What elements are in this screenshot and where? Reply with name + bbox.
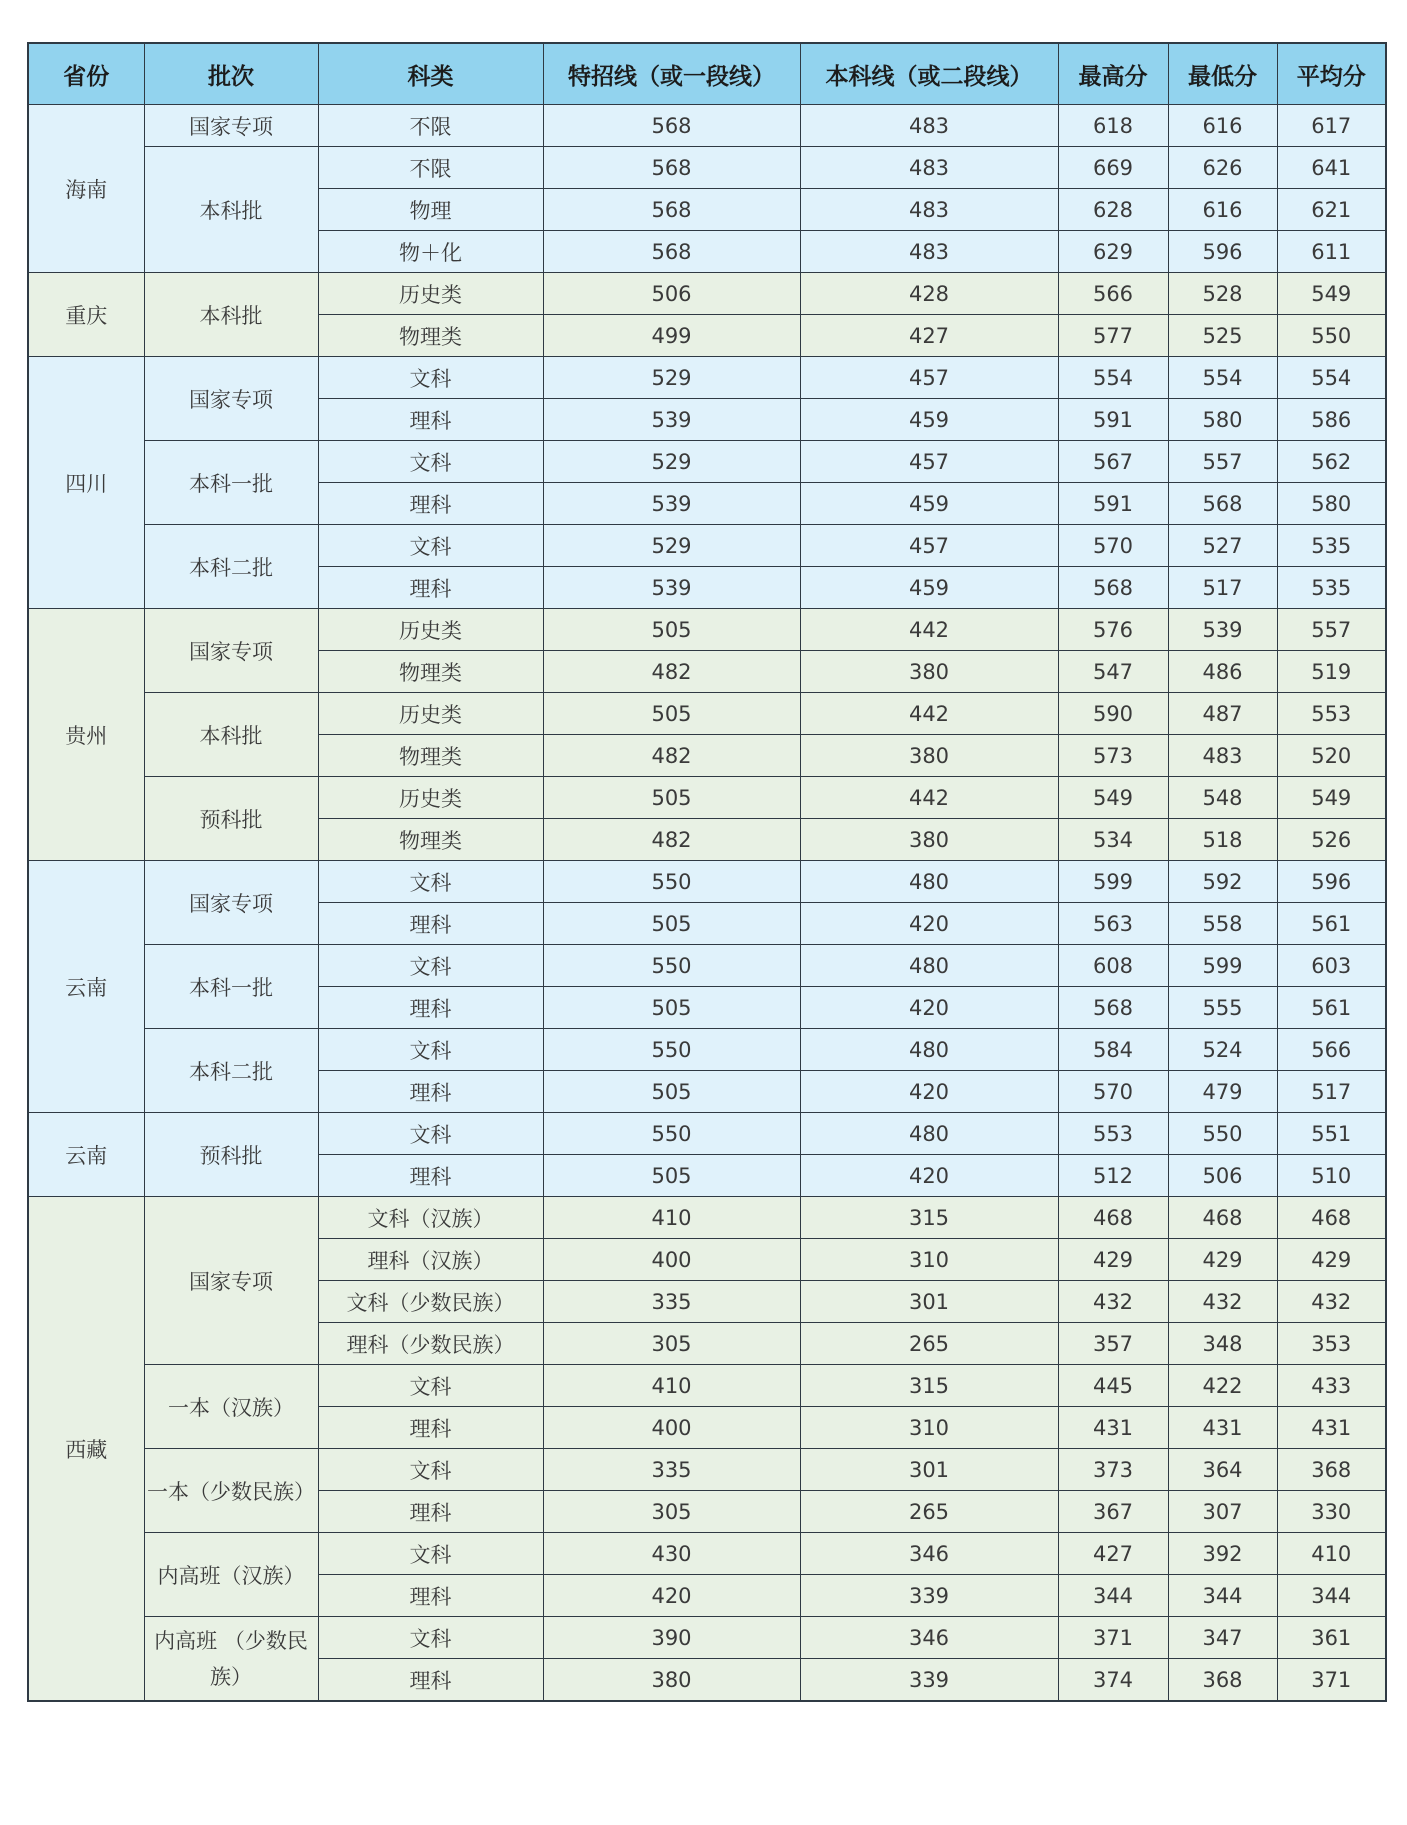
undergrad-line-cell: 346 [800, 1617, 1058, 1659]
special-line-cell: 568 [543, 189, 800, 231]
special-line-cell: 505 [543, 903, 800, 945]
batch-cell: 本科批 [144, 693, 318, 777]
max-score-cell: 553 [1058, 1113, 1168, 1155]
max-score-cell: 568 [1058, 567, 1168, 609]
special-line-cell: 505 [543, 777, 800, 819]
max-score-cell: 577 [1058, 315, 1168, 357]
min-score-cell: 528 [1168, 273, 1277, 315]
category-cell: 文科 [318, 1449, 543, 1491]
category-cell: 理科 [318, 399, 543, 441]
avg-score-cell: 432 [1277, 1281, 1386, 1323]
max-score-cell: 576 [1058, 609, 1168, 651]
max-score-cell: 591 [1058, 483, 1168, 525]
min-score-cell: 506 [1168, 1155, 1277, 1197]
avg-score-cell: 549 [1277, 273, 1386, 315]
header-category: 科类 [318, 43, 543, 105]
undergrad-line-cell: 457 [800, 525, 1058, 567]
category-cell: 历史类 [318, 609, 543, 651]
category-cell: 文科 [318, 1365, 543, 1407]
avg-score-cell: 535 [1277, 525, 1386, 567]
batch-cell: 一本（汉族） [144, 1365, 318, 1449]
category-cell: 理科 [318, 1659, 543, 1702]
category-cell: 文科（少数民族） [318, 1281, 543, 1323]
batch-cell: 本科批 [144, 147, 318, 273]
undergrad-line-cell: 380 [800, 651, 1058, 693]
table-row [28, 147, 1386, 189]
special-line-cell: 505 [543, 987, 800, 1029]
batch-cell: 本科批 [144, 273, 318, 357]
min-score-cell: 486 [1168, 651, 1277, 693]
avg-score-cell: 517 [1277, 1071, 1386, 1113]
category-cell: 历史类 [318, 693, 543, 735]
special-line-cell: 550 [543, 1113, 800, 1155]
batch-cell: 一本（少数民族） [144, 1449, 318, 1533]
min-score-cell: 422 [1168, 1365, 1277, 1407]
province-cell: 贵州 [28, 609, 144, 861]
max-score-cell: 367 [1058, 1491, 1168, 1533]
header-batch: 批次 [144, 43, 318, 105]
min-score-cell: 568 [1168, 483, 1277, 525]
table-row [28, 357, 1386, 399]
max-score-cell: 429 [1058, 1239, 1168, 1281]
undergrad-line-cell: 420 [800, 987, 1058, 1029]
min-score-cell: 479 [1168, 1071, 1277, 1113]
category-cell: 物理类 [318, 651, 543, 693]
undergrad-line-cell: 457 [800, 357, 1058, 399]
min-score-cell: 517 [1168, 567, 1277, 609]
table-row [28, 1197, 1386, 1239]
undergrad-line-cell: 339 [800, 1659, 1058, 1702]
undergrad-line-cell: 459 [800, 567, 1058, 609]
header-min-score: 最低分 [1168, 43, 1277, 105]
category-cell: 理科 [318, 987, 543, 1029]
min-score-cell: 431 [1168, 1407, 1277, 1449]
undergrad-line-cell: 339 [800, 1575, 1058, 1617]
special-line-cell: 568 [543, 105, 800, 147]
avg-score-cell: 510 [1277, 1155, 1386, 1197]
max-score-cell: 590 [1058, 693, 1168, 735]
category-cell: 物理类 [318, 735, 543, 777]
special-line-cell: 539 [543, 483, 800, 525]
undergrad-line-cell: 301 [800, 1281, 1058, 1323]
header-special-line: 特招线（或一段线） [543, 43, 800, 105]
special-line-cell: 529 [543, 357, 800, 399]
undergrad-line-cell: 315 [800, 1365, 1058, 1407]
avg-score-cell: 554 [1277, 357, 1386, 399]
min-score-cell: 557 [1168, 441, 1277, 483]
batch-cell: 本科一批 [144, 945, 318, 1029]
table-row [28, 609, 1386, 651]
avg-score-cell: 371 [1277, 1659, 1386, 1702]
province-cell: 云南 [28, 861, 144, 1113]
table-row [28, 1113, 1386, 1155]
undergrad-line-cell: 480 [800, 1113, 1058, 1155]
avg-score-cell: 353 [1277, 1323, 1386, 1365]
undergrad-line-cell: 427 [800, 315, 1058, 357]
category-cell: 文科 [318, 945, 543, 987]
avg-score-cell: 617 [1277, 105, 1386, 147]
max-score-cell: 432 [1058, 1281, 1168, 1323]
header-undergrad-line: 本科线（或二段线） [800, 43, 1058, 105]
batch-cell: 国家专项 [144, 105, 318, 147]
table-row [28, 105, 1386, 147]
max-score-cell: 568 [1058, 987, 1168, 1029]
category-cell: 文科 [318, 1617, 543, 1659]
category-cell: 理科 [318, 903, 543, 945]
min-score-cell: 518 [1168, 819, 1277, 861]
undergrad-line-cell: 265 [800, 1323, 1058, 1365]
undergrad-line-cell: 380 [800, 735, 1058, 777]
table-row [28, 1449, 1386, 1491]
avg-score-cell: 429 [1277, 1239, 1386, 1281]
min-score-cell: 599 [1168, 945, 1277, 987]
undergrad-line-cell: 483 [800, 105, 1058, 147]
undergrad-line-cell: 483 [800, 147, 1058, 189]
category-cell: 历史类 [318, 777, 543, 819]
max-score-cell: 547 [1058, 651, 1168, 693]
undergrad-line-cell: 380 [800, 819, 1058, 861]
table-row [28, 693, 1386, 735]
special-line-cell: 505 [543, 693, 800, 735]
avg-score-cell: 557 [1277, 609, 1386, 651]
min-score-cell: 554 [1168, 357, 1277, 399]
category-cell: 理科（少数民族） [318, 1323, 543, 1365]
min-score-cell: 616 [1168, 105, 1277, 147]
min-score-cell: 468 [1168, 1197, 1277, 1239]
category-cell: 文科 [318, 441, 543, 483]
min-score-cell: 527 [1168, 525, 1277, 567]
min-score-cell: 596 [1168, 231, 1277, 273]
undergrad-line-cell: 420 [800, 1071, 1058, 1113]
special-line-cell: 550 [543, 1029, 800, 1071]
avg-score-cell: 344 [1277, 1575, 1386, 1617]
header-avg-score: 平均分 [1277, 43, 1386, 105]
special-line-cell: 499 [543, 315, 800, 357]
max-score-cell: 374 [1058, 1659, 1168, 1702]
province-cell: 海南 [28, 105, 144, 273]
special-line-cell: 380 [543, 1659, 800, 1702]
min-score-cell: 555 [1168, 987, 1277, 1029]
category-cell: 理科 [318, 1575, 543, 1617]
min-score-cell: 364 [1168, 1449, 1277, 1491]
max-score-cell: 629 [1058, 231, 1168, 273]
avg-score-cell: 410 [1277, 1533, 1386, 1575]
special-line-cell: 335 [543, 1449, 800, 1491]
special-line-cell: 400 [543, 1407, 800, 1449]
undergrad-line-cell: 420 [800, 903, 1058, 945]
category-cell: 理科 [318, 1071, 543, 1113]
avg-score-cell: 550 [1277, 315, 1386, 357]
avg-score-cell: 549 [1277, 777, 1386, 819]
avg-score-cell: 519 [1277, 651, 1386, 693]
special-line-cell: 305 [543, 1323, 800, 1365]
undergrad-line-cell: 442 [800, 693, 1058, 735]
max-score-cell: 427 [1058, 1533, 1168, 1575]
min-score-cell: 348 [1168, 1323, 1277, 1365]
province-cell: 四川 [28, 357, 144, 609]
max-score-cell: 584 [1058, 1029, 1168, 1071]
avg-score-cell: 431 [1277, 1407, 1386, 1449]
min-score-cell: 548 [1168, 777, 1277, 819]
batch-cell: 内高班（汉族） [144, 1533, 318, 1617]
special-line-cell: 390 [543, 1617, 800, 1659]
avg-score-cell: 596 [1277, 861, 1386, 903]
special-line-cell: 505 [543, 1155, 800, 1197]
min-score-cell: 539 [1168, 609, 1277, 651]
category-cell: 理科 [318, 1407, 543, 1449]
special-line-cell: 400 [543, 1239, 800, 1281]
min-score-cell: 432 [1168, 1281, 1277, 1323]
special-line-cell: 539 [543, 399, 800, 441]
avg-score-cell: 586 [1277, 399, 1386, 441]
batch-cell: 国家专项 [144, 1197, 318, 1365]
avg-score-cell: 561 [1277, 903, 1386, 945]
special-line-cell: 550 [543, 945, 800, 987]
undergrad-line-cell: 483 [800, 189, 1058, 231]
max-score-cell: 431 [1058, 1407, 1168, 1449]
min-score-cell: 487 [1168, 693, 1277, 735]
max-score-cell: 468 [1058, 1197, 1168, 1239]
max-score-cell: 373 [1058, 1449, 1168, 1491]
admission-score-table [27, 42, 1387, 1702]
category-cell: 理科 [318, 1155, 543, 1197]
province-cell: 西藏 [28, 1197, 144, 1702]
special-line-cell: 305 [543, 1491, 800, 1533]
table-body [28, 105, 1386, 1702]
min-score-cell: 592 [1168, 861, 1277, 903]
min-score-cell: 616 [1168, 189, 1277, 231]
special-line-cell: 505 [543, 1071, 800, 1113]
max-score-cell: 357 [1058, 1323, 1168, 1365]
max-score-cell: 669 [1058, 147, 1168, 189]
avg-score-cell: 433 [1277, 1365, 1386, 1407]
category-cell: 理科 [318, 483, 543, 525]
avg-score-cell: 603 [1277, 945, 1386, 987]
max-score-cell: 608 [1058, 945, 1168, 987]
avg-score-cell: 551 [1277, 1113, 1386, 1155]
min-score-cell: 429 [1168, 1239, 1277, 1281]
category-cell: 理科 [318, 1491, 543, 1533]
max-score-cell: 563 [1058, 903, 1168, 945]
undergrad-line-cell: 265 [800, 1491, 1058, 1533]
special-line-cell: 506 [543, 273, 800, 315]
special-line-cell: 568 [543, 147, 800, 189]
header-province: 省份 [28, 43, 144, 105]
category-cell: 物理类 [318, 819, 543, 861]
undergrad-line-cell: 480 [800, 861, 1058, 903]
min-score-cell: 626 [1168, 147, 1277, 189]
special-line-cell: 482 [543, 819, 800, 861]
max-score-cell: 554 [1058, 357, 1168, 399]
category-cell: 文科 [318, 1029, 543, 1071]
batch-cell: 本科二批 [144, 525, 318, 609]
min-score-cell: 368 [1168, 1659, 1277, 1702]
table-row [28, 777, 1386, 819]
category-cell: 物理类 [318, 315, 543, 357]
category-cell: 文科（汉族） [318, 1197, 543, 1239]
max-score-cell: 371 [1058, 1617, 1168, 1659]
max-score-cell: 570 [1058, 525, 1168, 567]
special-line-cell: 482 [543, 735, 800, 777]
min-score-cell: 392 [1168, 1533, 1277, 1575]
avg-score-cell: 611 [1277, 231, 1386, 273]
min-score-cell: 580 [1168, 399, 1277, 441]
avg-score-cell: 641 [1277, 147, 1386, 189]
avg-score-cell: 562 [1277, 441, 1386, 483]
special-line-cell: 529 [543, 441, 800, 483]
max-score-cell: 344 [1058, 1575, 1168, 1617]
min-score-cell: 307 [1168, 1491, 1277, 1533]
undergrad-line-cell: 457 [800, 441, 1058, 483]
table-header-row [28, 43, 1386, 105]
avg-score-cell: 621 [1277, 189, 1386, 231]
batch-cell: 预科批 [144, 1113, 318, 1197]
category-cell: 物＋化 [318, 231, 543, 273]
header-max-score: 最高分 [1058, 43, 1168, 105]
table-row [28, 273, 1386, 315]
batch-cell: 预科批 [144, 777, 318, 861]
special-line-cell: 550 [543, 861, 800, 903]
min-score-cell: 344 [1168, 1575, 1277, 1617]
special-line-cell: 430 [543, 1533, 800, 1575]
undergrad-line-cell: 346 [800, 1533, 1058, 1575]
undergrad-line-cell: 459 [800, 399, 1058, 441]
undergrad-line-cell: 442 [800, 777, 1058, 819]
category-cell: 理科（汉族） [318, 1239, 543, 1281]
special-line-cell: 529 [543, 525, 800, 567]
special-line-cell: 420 [543, 1575, 800, 1617]
undergrad-line-cell: 480 [800, 945, 1058, 987]
batch-cell: 国家专项 [144, 357, 318, 441]
max-score-cell: 534 [1058, 819, 1168, 861]
table-row [28, 1617, 1386, 1659]
special-line-cell: 410 [543, 1365, 800, 1407]
avg-score-cell: 468 [1277, 1197, 1386, 1239]
undergrad-line-cell: 480 [800, 1029, 1058, 1071]
category-cell: 不限 [318, 105, 543, 147]
min-score-cell: 483 [1168, 735, 1277, 777]
category-cell: 文科 [318, 1533, 543, 1575]
category-cell: 文科 [318, 525, 543, 567]
table-row [28, 945, 1386, 987]
max-score-cell: 570 [1058, 1071, 1168, 1113]
max-score-cell: 573 [1058, 735, 1168, 777]
batch-cell: 国家专项 [144, 861, 318, 945]
table-row [28, 1365, 1386, 1407]
undergrad-line-cell: 459 [800, 483, 1058, 525]
batch-cell: 本科二批 [144, 1029, 318, 1113]
max-score-cell: 445 [1058, 1365, 1168, 1407]
avg-score-cell: 361 [1277, 1617, 1386, 1659]
min-score-cell: 524 [1168, 1029, 1277, 1071]
table-row [28, 525, 1386, 567]
max-score-cell: 512 [1058, 1155, 1168, 1197]
special-line-cell: 410 [543, 1197, 800, 1239]
avg-score-cell: 520 [1277, 735, 1386, 777]
undergrad-line-cell: 442 [800, 609, 1058, 651]
table-row [28, 861, 1386, 903]
max-score-cell: 566 [1058, 273, 1168, 315]
avg-score-cell: 535 [1277, 567, 1386, 609]
min-score-cell: 347 [1168, 1617, 1277, 1659]
avg-score-cell: 330 [1277, 1491, 1386, 1533]
undergrad-line-cell: 428 [800, 273, 1058, 315]
max-score-cell: 599 [1058, 861, 1168, 903]
max-score-cell: 567 [1058, 441, 1168, 483]
undergrad-line-cell: 310 [800, 1407, 1058, 1449]
avg-score-cell: 368 [1277, 1449, 1386, 1491]
batch-cell: 本科一批 [144, 441, 318, 525]
category-cell: 文科 [318, 861, 543, 903]
batch-cell: 内高班 （少数民族） [144, 1617, 318, 1702]
category-cell: 文科 [318, 357, 543, 399]
max-score-cell: 591 [1058, 399, 1168, 441]
batch-cell: 国家专项 [144, 609, 318, 693]
max-score-cell: 549 [1058, 777, 1168, 819]
undergrad-line-cell: 310 [800, 1239, 1058, 1281]
category-cell: 历史类 [318, 273, 543, 315]
avg-score-cell: 580 [1277, 483, 1386, 525]
special-line-cell: 335 [543, 1281, 800, 1323]
province-cell: 重庆 [28, 273, 144, 357]
min-score-cell: 558 [1168, 903, 1277, 945]
avg-score-cell: 561 [1277, 987, 1386, 1029]
special-line-cell: 568 [543, 231, 800, 273]
undergrad-line-cell: 315 [800, 1197, 1058, 1239]
min-score-cell: 550 [1168, 1113, 1277, 1155]
category-cell: 物理 [318, 189, 543, 231]
avg-score-cell: 526 [1277, 819, 1386, 861]
avg-score-cell: 566 [1277, 1029, 1386, 1071]
category-cell: 不限 [318, 147, 543, 189]
table-row [28, 1029, 1386, 1071]
max-score-cell: 628 [1058, 189, 1168, 231]
table-row [28, 441, 1386, 483]
undergrad-line-cell: 483 [800, 231, 1058, 273]
province-cell: 云南 [28, 1113, 144, 1197]
undergrad-line-cell: 301 [800, 1449, 1058, 1491]
special-line-cell: 482 [543, 651, 800, 693]
special-line-cell: 539 [543, 567, 800, 609]
category-cell: 理科 [318, 567, 543, 609]
special-line-cell: 505 [543, 609, 800, 651]
category-cell: 文科 [318, 1113, 543, 1155]
avg-score-cell: 553 [1277, 693, 1386, 735]
table-row [28, 1533, 1386, 1575]
max-score-cell: 618 [1058, 105, 1168, 147]
min-score-cell: 525 [1168, 315, 1277, 357]
undergrad-line-cell: 420 [800, 1155, 1058, 1197]
